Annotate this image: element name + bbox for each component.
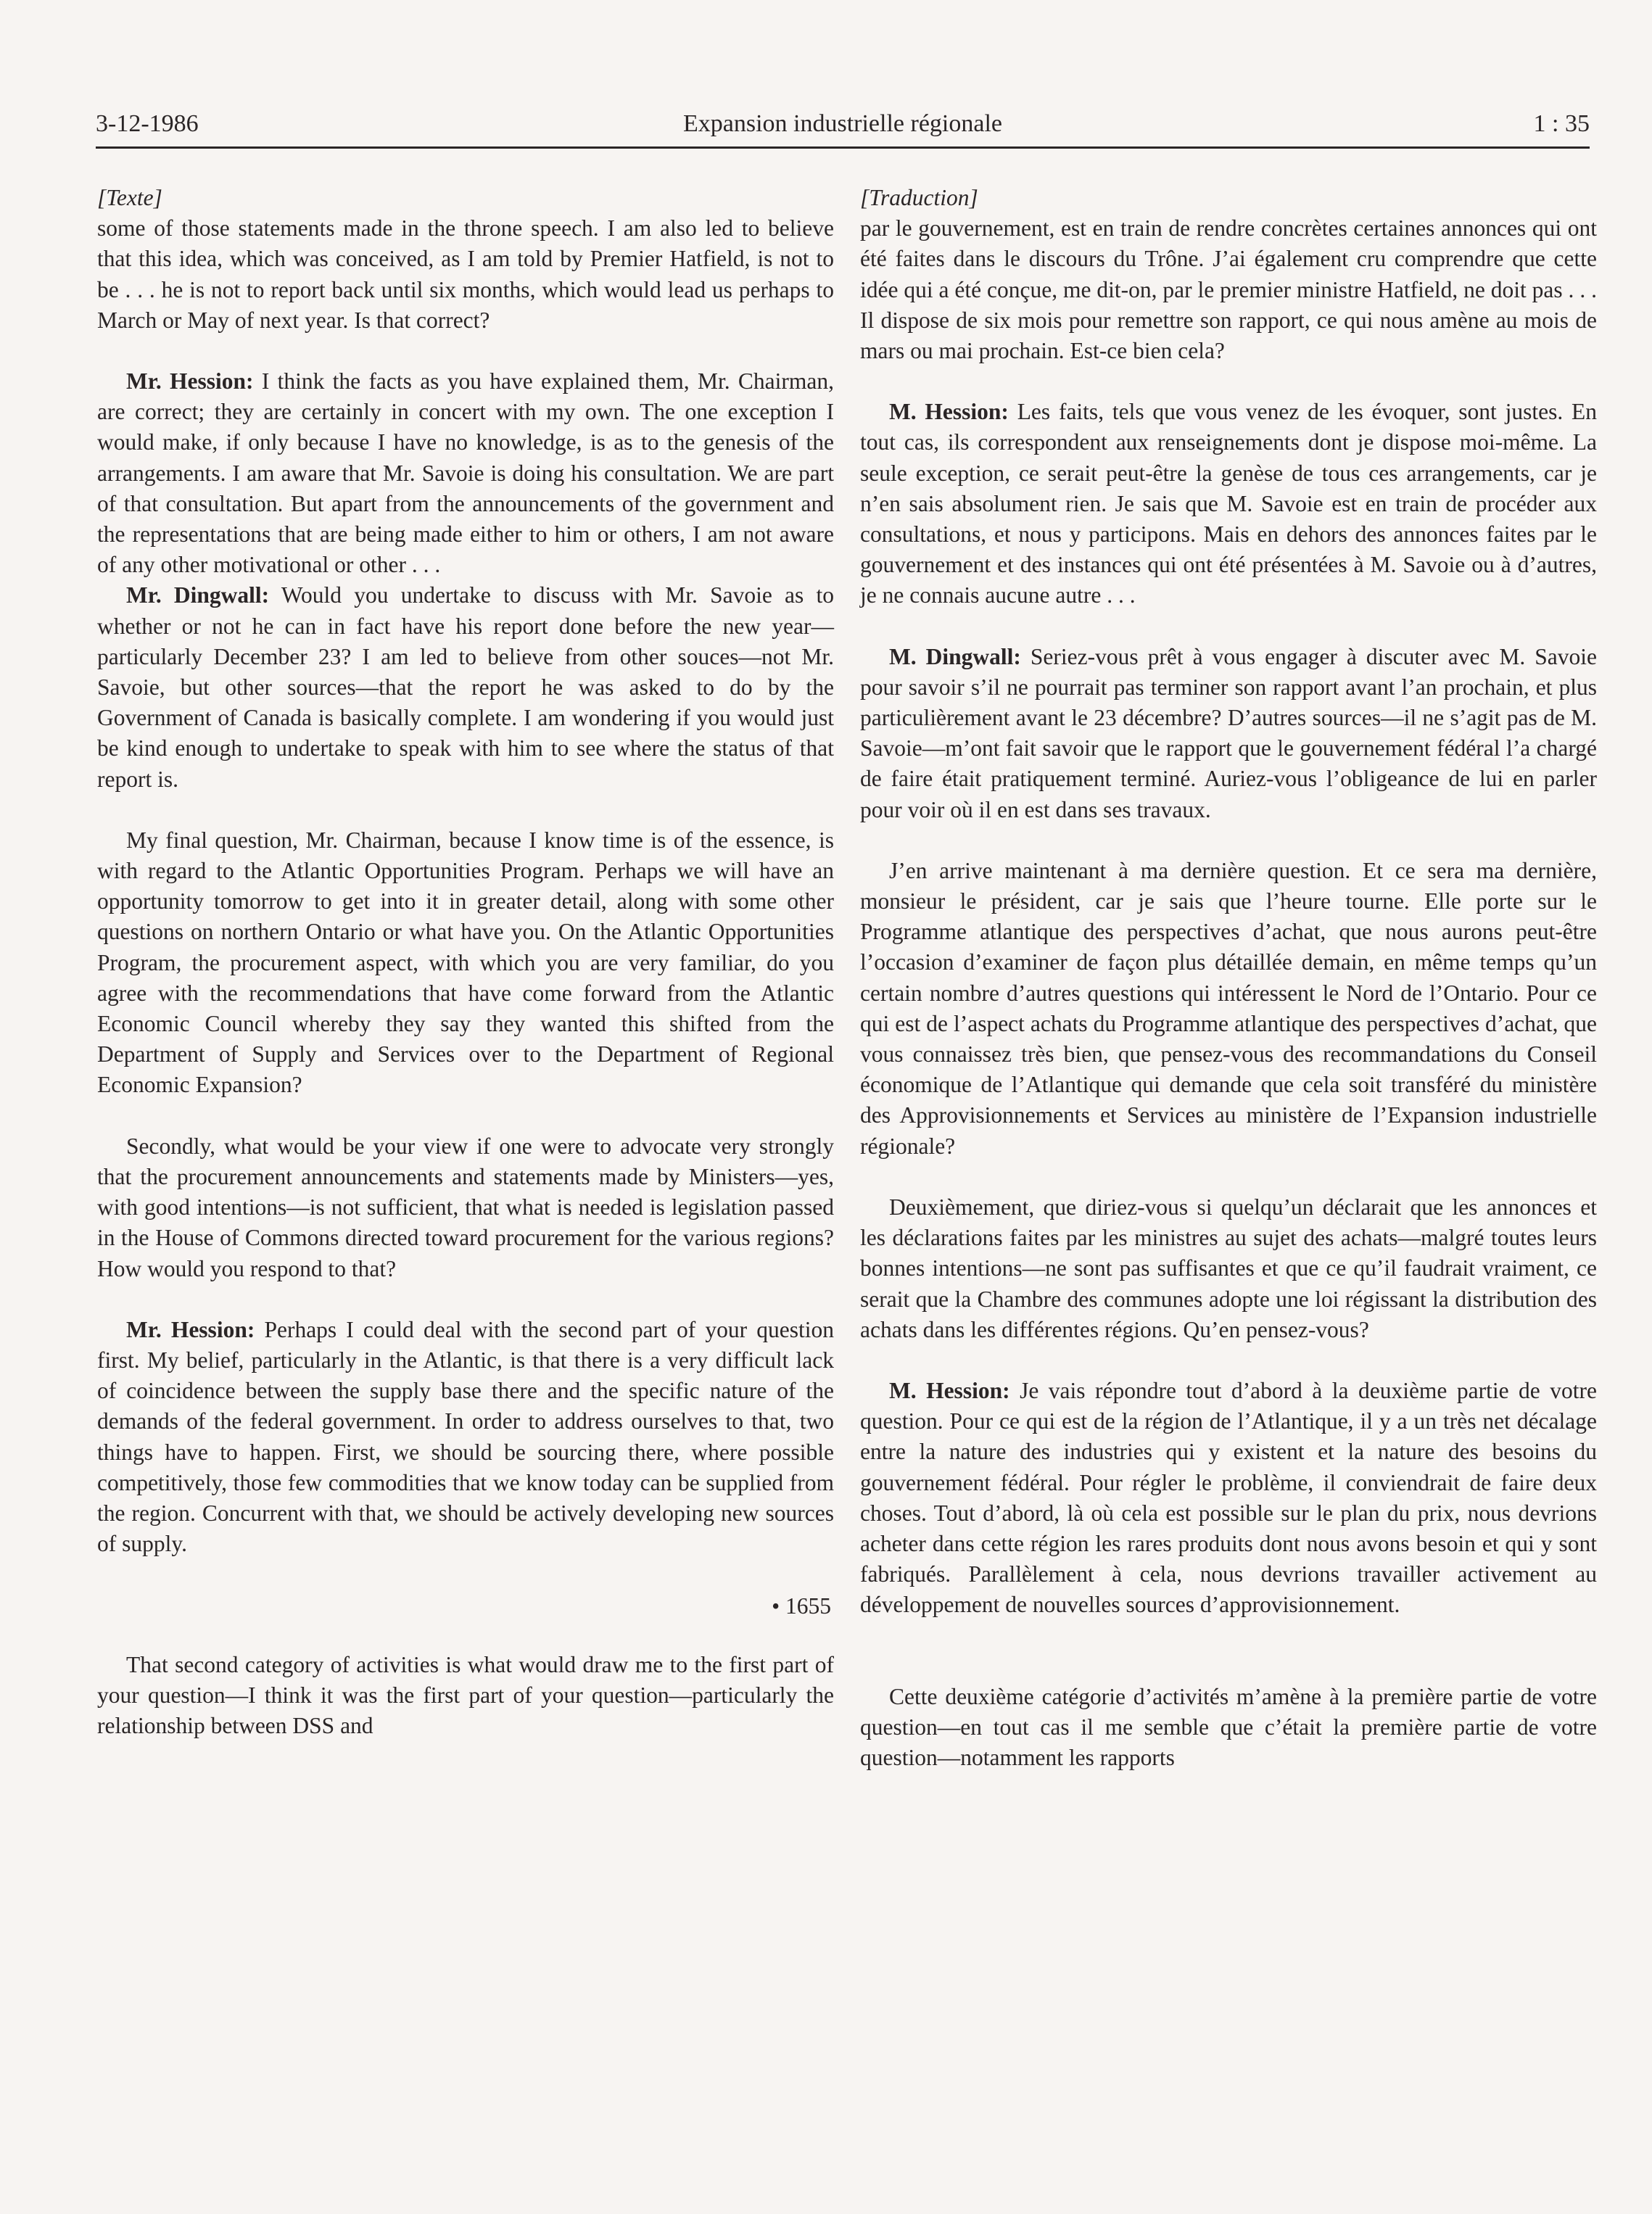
paragraph: My final question, Mr. Chairman, because I know time is of the essence, is with regard to the Atlantic Opportunities Program. Perhaps we will have an opportunity tomorrow to get into it in greater detail, along with some other questions on northern Ontario or what have you. On the Atlantic Opportunities Program, the procurement aspect, with which you are very familiar, do you agree with the recommendations that have come forward from the Atlantic Economic Council whereby they say they wanted this shifted from the Department of Supply and Services over to the Department of Regional Economic Expansion? [97, 827, 834, 1098]
speech-text: Les faits, tels que vous venez de les évoquer, sont justes. En tout cas, ils correspondent aux renseignements dont je dispose moi-même. La seule exception, ce serait peut-être la genèse de tous ces arrangements, car je n’en sais absolument rien. Je sais que M. Savoie est en train de procéder aux consultations, et nous y participons. Mais en dehors des annonces faites par le gouvernement et des instances qui ont été présentées à M. Savoie ou à d’autres, je ne connais aucune autre . . . [860, 399, 1597, 608]
paragraph: J’en arrive maintenant à ma dernière question. Et ce sera ma dernière, monsieur le président, car je sais que l’heure tourne. Elle porte sur le Programme atlantique des perspectives d’achat, que nous aurons peut-être l’occasion d’examiner de façon plus détaillée demain, en même temps qu’un certain nombre d’autres questions qui intéressent le Nord de l’Ontario. Pour ce qui est de l’aspect achats du Programme atlantique des perspectives d’achat, que vous connaissez très bien, que pensez-vous des recommandations du Conseil économique de l’Atlantique qui demande que cela soit transféré du ministère des Approvisionnements et Services au ministère de l’Expansion industrielle régionale? [860, 857, 1597, 1159]
speaker-name: Mr. Hession: [126, 368, 254, 395]
speaker-name: Mr. Hession: [126, 1316, 255, 1342]
header-rule [96, 146, 1590, 149]
timestamp-marker: • 1655 [772, 1593, 831, 1619]
column-label-text: Texte [106, 185, 154, 210]
header-page-number: 1 : 35 [1533, 110, 1590, 137]
speech-paragraph [97, 366, 834, 580]
speaker-name: Mr. Dingwall: [126, 582, 270, 608]
page-header [96, 110, 1590, 148]
french-column [860, 183, 1597, 1773]
header-date: 3-12-1986 [96, 110, 199, 137]
paragraph: Cette deuxième catégorie d’activités m’amène à la première partie de votre question—en tout cas il me semble que c’était la première partie de votre question—notamment les rapports [860, 1683, 1597, 1770]
speech-paragraph [860, 1376, 1597, 1621]
column-label-text: Traduction [869, 185, 970, 210]
column-label: [Texte] [97, 185, 162, 210]
header-title: Expansion industrielle régionale [683, 110, 1002, 137]
speech-text: I think the facts as you have explained them, Mr. Chairman, are correct; they are certainly in concert with my own. The one exception I would make, if only because I have no knowledge, is as to the genesis of the arrangements. I am aware that Mr. Savoie is doing his consultation. We are part of that consultation. But apart from the announcements of the government and the representations that are being made either to him or others, I am not aware of any other motivational or other . . . [97, 368, 834, 578]
speech-paragraph [97, 580, 834, 794]
paragraph: Secondly, what would be your view if one were to advocate very strongly that the procurement announcements and statements made by Ministers—yes, with good intentions—is not sufficient, that what is needed is legislation passed in the House of Commons directed toward procurement for the various regions? How would you respond to that? [97, 1133, 834, 1281]
speech-paragraph [860, 642, 1597, 825]
paragraph: par le gouvernement, est en train de rendre concrètes certaines annonces qui ont été faites dans le discours du Trône. J’ai également cru comprendre que cette idée qui a été conçue, me dit-on, par le premier ministre Hatfield, ne doit pas . . . Il dispose de six mois pour remettre son rapport, ce qui nous amène au mois de mars ou mai prochain. Est-ce bien cela? [860, 215, 1597, 364]
speech-paragraph [97, 1315, 834, 1560]
speech-paragraph [860, 397, 1597, 611]
speech-text: Perhaps I could deal with the second part of your question first. My belief, particularly in the Atlantic, is that there is a very difficult lack of coincidence between the supply base there and the specific nature of the demands of the federal government. In order to address ourselves to that, two things have to happen. First, we should be sourcing there, where possible competitively, those few commodities that we know today can be supplied from the region. Concurrent with that, we should be actively developing new sources of supply. [97, 1316, 834, 1557]
speaker-name: M. Hession: [889, 1377, 1010, 1403]
speech-text: Would you undertake to discuss with Mr. Savoie as to whether or not he can in fact have his report done before the new year—particularly December 23? I am led to believe from other souces—not Mr. Savoie, but other sources—that the report he was asked to do by the Government of Canada is basically complete. I am wondering if you would just be kind enough to undertake to speak with him to see where the status of that report is. [97, 582, 834, 792]
paragraph: That second category of activities is what would draw me to the first part of your question—I think it was the first part of your question—particularly the relationship between DSS and [97, 1651, 834, 1738]
column-label: [Traduction] [860, 185, 978, 210]
paragraph: Deuxièmement, que diriez-vous si quelqu’un déclarait que les annonces et les déclarations faites par les ministres au sujet des achats—malgré toutes leurs bonnes intentions—ne sont pas suffisantes et que ce qu’il faudrait vraiment, ce serait que la Chambre des communes adopte une loi régissant la distribution des achats dans les différentes régions. Qu’en pensez-vous? [860, 1194, 1597, 1342]
speech-text: Seriez-vous prêt à vous engager à discuter avec M. Savoie pour savoir s’il ne pourrait pas terminer son rapport avant l’an prochain, et plus particulièrement avant le 23 décembre? D’autres sources—il ne s’agit pas de M. Savoie—m’ont fait savoir que le rapport que le gouvernement fédéral l’a chargé de faire était pratiquement terminé. Auriez-vous l’obligeance de lui en parler pour voir où il en est dans ses travaux. [860, 643, 1597, 822]
paragraph: some of those statements made in the throne speech. I am also led to believe that this idea, which was conceived, as I am told by Premier Hatfield, is not to be . . . he is not to report back until six months, which would lead us perhaps to March or May of next year. Is that correct? [97, 215, 834, 333]
speech-text: Je vais répondre tout d’abord à la deuxième partie de votre question. Pour ce qui est de la région de l’Atlantique, il y a un très net décalage entre la nature des industries qui y existent et la nature des besoins du gouvernement fédéral. Pour régler le problème, il conviendrait de faire deux choses. Tout d’abord, là où cela est possible sur le plan du prix, nous devrions acheter dans cette région les rares produits dont nous avons besoin et qui y sont fabriqués. Parallèlement à cela, nous devrions travailler activement au développement de nouvelles sources d’approvisionnement. [860, 1377, 1597, 1618]
speaker-name: M. Hession: [889, 399, 1009, 425]
english-column [97, 183, 834, 1741]
speaker-name: M. Dingwall: [889, 643, 1021, 669]
